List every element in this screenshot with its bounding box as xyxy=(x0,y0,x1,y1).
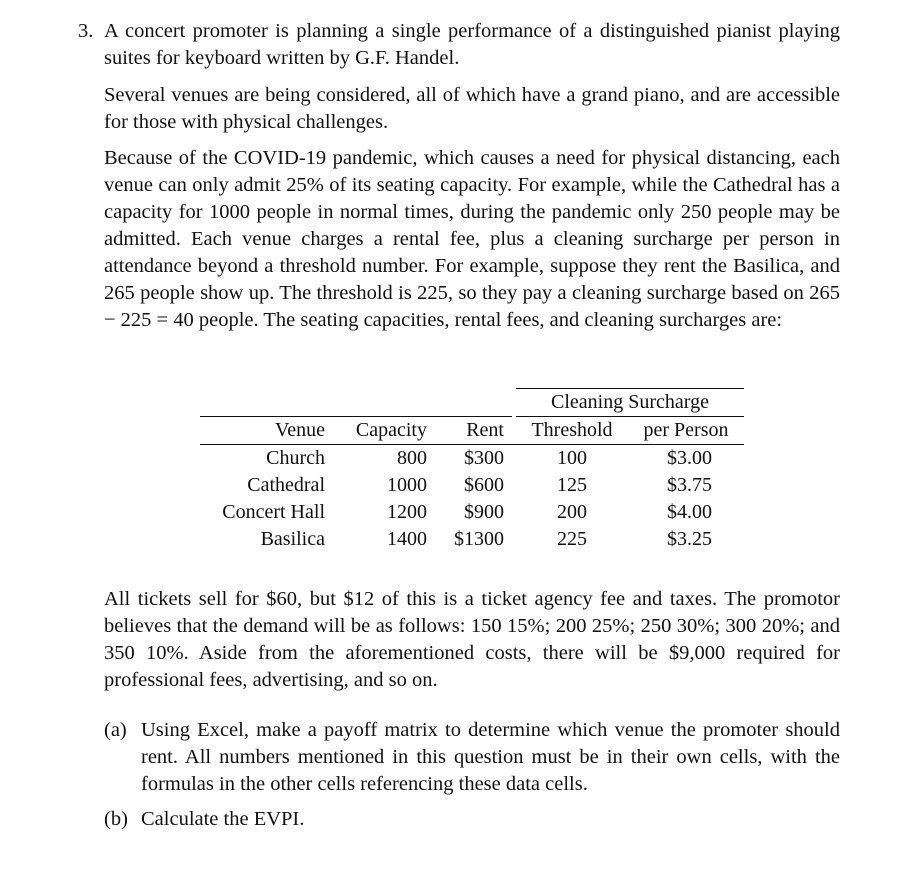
header-venue: Venue xyxy=(275,419,325,441)
header-threshold: Threshold xyxy=(531,419,613,441)
table-row-per-person: $3.75 xyxy=(667,474,712,496)
table-row-per-person: $3.25 xyxy=(667,528,712,550)
part-a-text: Using Excel, make a payoff matrix to determine which venue the promoter should rent. All numbers mentioned in this question must be in their own cells, with the formulas in the other cells referencing these data cells. xyxy=(141,719,840,795)
intro-paragraph: A concert promoter is planning a single performance of a distinguished pianist playing suites for keyboard written by G.F. Handel. xyxy=(104,20,840,69)
table-row-venue: Cathedral xyxy=(247,474,325,496)
header-rent: Rent xyxy=(466,419,504,441)
table-row-threshold: 125 xyxy=(557,474,587,496)
table-row-rent: $300 xyxy=(464,447,504,469)
tickets-paragraph: All tickets sell for $60, but $12 of this is a ticket agency fee and taxes. The promotor believes that the demand will be as follows: 150 15%; 200 25%; 250 30%; 300 20%; and 350 10%. Aside from the aforementioned costs, there will be $9,000 required for professional fees, advertising, and so on. xyxy=(104,588,840,691)
part-b-text: Calculate the EVPI. xyxy=(141,808,305,830)
header-per-person: per Person xyxy=(643,419,729,441)
table-row-threshold: 225 xyxy=(557,528,587,550)
table-row-threshold: 100 xyxy=(557,447,587,469)
table-row-capacity: 1000 xyxy=(387,474,427,496)
table-row-rent: $600 xyxy=(464,474,504,496)
table-row-rent: $1300 xyxy=(454,528,504,550)
table-row-capacity: 1200 xyxy=(387,501,427,523)
part-b-label: (b) xyxy=(104,808,128,830)
venues-paragraph: Several venues are being considered, all of which have a grand piano, and are accessible for those with physical challenges. xyxy=(104,84,840,133)
table-row-per-person: $3.00 xyxy=(667,447,712,469)
header-capacity: Capacity xyxy=(355,419,427,441)
covid-paragraph: Because of the COVID-19 pandemic, which causes a need for physical distancing, each venue can only admit 25% of its seating capacity. For example, while the Cathedral has a capacity for 1000 people in normal times, during the pandemic only 250 people may be admitted. Each venue charges a rental fee, plus a cleaning surcharge per person in attendance beyond a threshold number. For example, suppose they rent the Basilica, and 265 people show up. The threshold is 225, so they pay a cleaning surcharge based on 265 − 225 = 40 people. The seating capacities, rental fees, and cleaning surcharges are: xyxy=(104,147,840,331)
table-row-rent: $900 xyxy=(464,501,504,523)
table-row-venue: Church xyxy=(266,447,325,469)
table-row-capacity: 800 xyxy=(397,447,427,469)
table-row-per-person: $4.00 xyxy=(667,501,712,523)
part-a-label: (a) xyxy=(104,719,127,741)
group-header-cleaning-surcharge: Cleaning Surcharge xyxy=(551,391,709,413)
table-row-venue: Basilica xyxy=(260,528,325,550)
table-row-capacity: 1400 xyxy=(387,528,427,550)
question-number: 3. xyxy=(78,20,94,42)
table-row-threshold: 200 xyxy=(557,501,587,523)
table-row-venue: Concert Hall xyxy=(222,501,325,523)
